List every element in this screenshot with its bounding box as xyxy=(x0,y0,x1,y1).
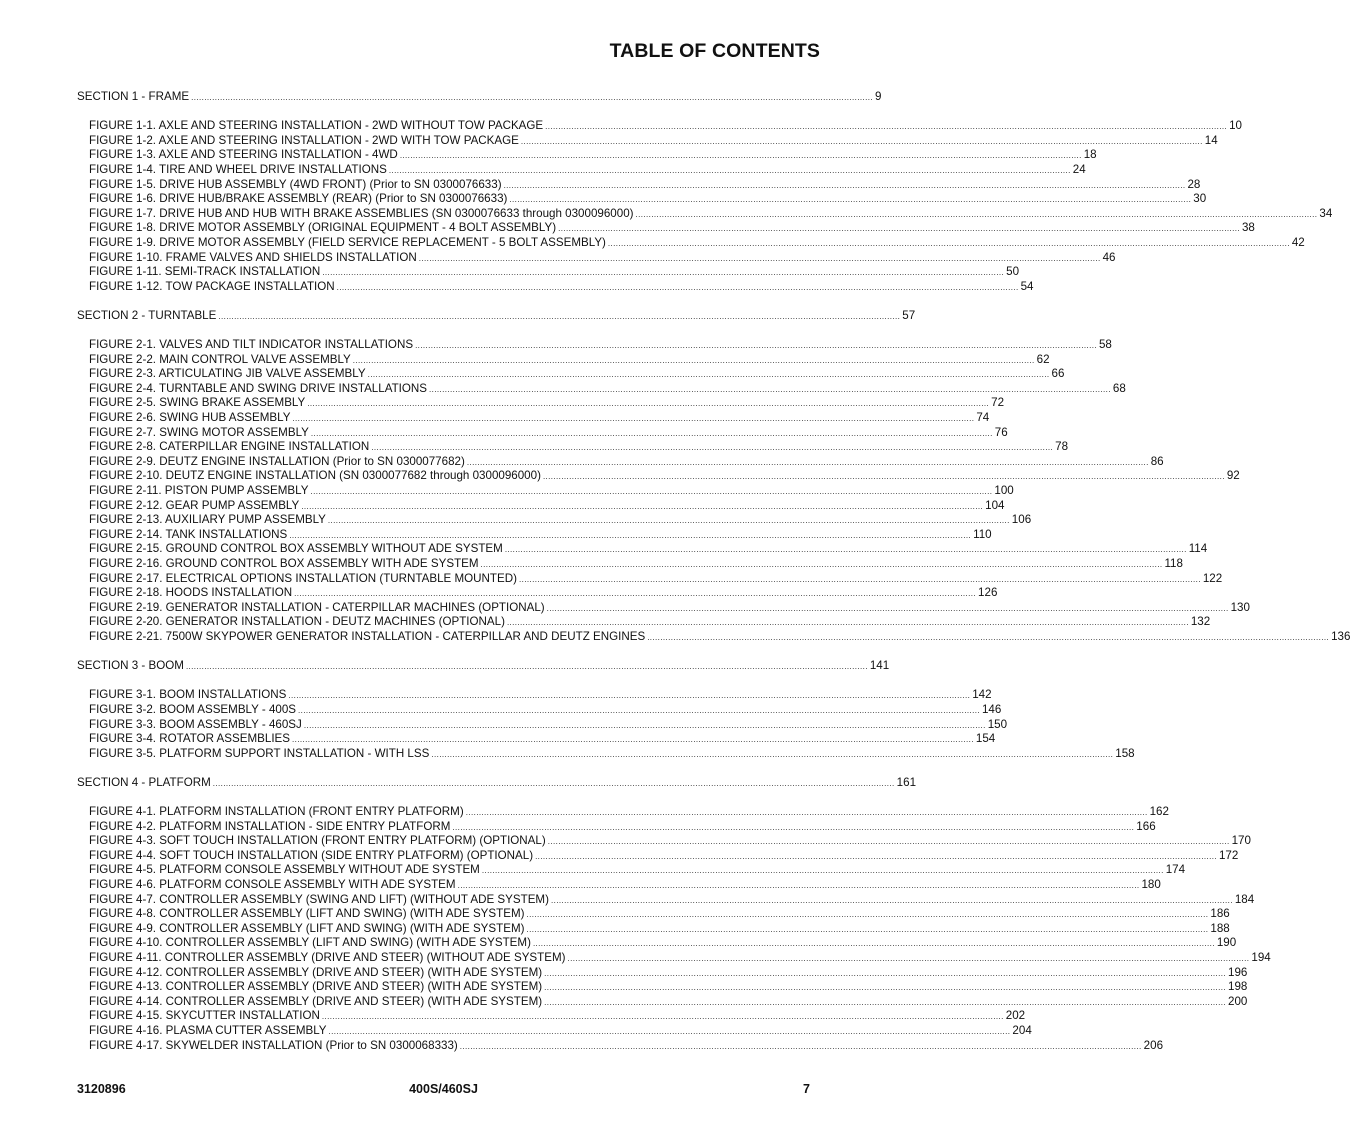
toc-figure-entry-label: FIGURE 1-2. AXLE AND STEERING INSTALLATION - 2WD WITH TOW PACKAGE xyxy=(89,133,519,147)
toc-figure-entry[interactable] xyxy=(77,484,1014,499)
toc-figure-entry-page: 86 xyxy=(1150,454,1164,468)
toc-figure-entry-label: FIGURE 3-1. BOOM INSTALLATIONS xyxy=(89,688,287,702)
dot-leader: .................................................................................................................................................................................................................................................................... xyxy=(503,180,1186,190)
toc-figure-entry[interactable] xyxy=(77,834,1251,849)
toc-section-entry-page: 141 xyxy=(869,659,890,673)
toc-figure-entry[interactable] xyxy=(77,279,1034,295)
toc-figure-entry-page: 180 xyxy=(1141,878,1161,892)
toc-figure-entry-label: FIGURE 2-18. HOODS INSTALLATION xyxy=(89,586,293,600)
dot-leader: .................................................................................................................................................................................................................................................................... xyxy=(185,662,868,672)
document-number: 3120896 xyxy=(77,1082,126,1096)
toc-figure-entry-page: 202 xyxy=(1005,1009,1026,1023)
toc-figure-entry-page: 74 xyxy=(976,411,990,425)
toc-figure-entry-page: 146 xyxy=(981,702,1002,716)
dot-leader: .................................................................................................................................................................................................................................................................... xyxy=(518,574,1201,584)
toc-figure-entry-label: FIGURE 2-7. SWING MOTOR ASSEMBLY xyxy=(89,425,309,439)
toc-figure-entry[interactable] xyxy=(77,440,1069,455)
toc-figure-entry-page: 42 xyxy=(1291,235,1305,249)
toc-figure-entry-page: 186 xyxy=(1210,907,1230,921)
toc-figure-entry[interactable] xyxy=(77,411,990,426)
dot-leader: .................................................................................................................................................................................................................................................................... xyxy=(298,705,980,715)
toc-figure-entry-page: 110 xyxy=(973,527,992,541)
toc-figure-entry[interactable] xyxy=(77,381,1126,397)
dot-leader: .................................................................................................................................................................................................................................................................... xyxy=(459,1041,1142,1051)
toc-figure-entry-label: FIGURE 2-14. TANK INSTALLATIONS xyxy=(89,527,288,541)
toc-figure-entry-label: FIGURE 4-1. PLATFORM INSTALLATION (FRONT ENTRY PLATFORM) xyxy=(89,805,464,819)
toc-section-entry-page: 161 xyxy=(896,775,917,789)
toc-figure-entry-label: FIGURE 4-7. CONTROLLER ASSEMBLY (SWING AND LIFT) (WITHOUT ADE SYSTEM) xyxy=(89,892,549,906)
toc-figure-entry-page: 200 xyxy=(1228,994,1248,1008)
toc-figure-entry-page: 104 xyxy=(985,498,1005,512)
toc-figure-entry-label: FIGURE 2-2. MAIN CONTROL VALVE ASSEMBLY xyxy=(89,352,351,366)
toc-figure-entry[interactable] xyxy=(77,162,1086,178)
toc-section-entry[interactable] xyxy=(77,775,917,791)
toc-figure-entry-page: 62 xyxy=(1036,352,1050,366)
toc-figure-entry-label: FIGURE 2-5. SWING BRAKE ASSEMBLY xyxy=(89,396,306,410)
toc-figure-entry-page: 10 xyxy=(1229,119,1242,133)
toc-figure-entry[interactable] xyxy=(77,338,1112,353)
model-name: 400S/460SJ xyxy=(409,1082,478,1096)
dot-leader: .................................................................................................................................................................................................................................................................... xyxy=(526,910,1209,920)
toc-figure-entry[interactable] xyxy=(77,702,1002,718)
toc-figure-entry[interactable] xyxy=(77,1038,1164,1054)
toc-figure-entry[interactable] xyxy=(77,265,1020,280)
toc-figure-entry-page: 132 xyxy=(1190,615,1211,629)
toc-figure-entry-label: FIGURE 4-9. CONTROLLER ASSEMBLY (LIFT AND SWING) (WITH ADE SYSTEM) xyxy=(89,921,525,935)
toc-figure-entry-page: 66 xyxy=(1051,367,1065,381)
toc-figure-entry-page: 162 xyxy=(1149,805,1169,819)
toc-figure-entry[interactable] xyxy=(77,688,992,703)
toc-figure-entry-label: FIGURE 2-8. CATERPILLAR ENGINE INSTALLATION xyxy=(89,440,370,454)
toc-figure-entry-label: FIGURE 2-20. GENERATOR INSTALLATION - DEUTZ MACHINES (OPTIONAL) xyxy=(89,615,505,629)
toc-figure-entry-label: FIGURE 2-15. GROUND CONTROL BOX ASSEMBLY WITHOUT ADE SYSTEM xyxy=(89,542,503,556)
toc-figure-entry-label: FIGURE 4-3. SOFT TOUCH INSTALLATION (FRONT ENTRY PLATFORM) (OPTIONAL) xyxy=(89,834,546,848)
toc-figure-entry-page: 198 xyxy=(1228,980,1248,994)
page-title: TABLE OF CONTENTS xyxy=(609,40,820,62)
toc-figure-entry[interactable] xyxy=(77,133,1218,149)
dot-leader: .................................................................................................................................................................................................................................................................... xyxy=(635,209,1318,219)
toc-figure-entry-page: 126 xyxy=(978,586,998,600)
toc-figure-entry-page: 150 xyxy=(987,717,1008,731)
dot-leader: .................................................................................................................................................................................................................................................................... xyxy=(399,151,1082,161)
dot-leader: .................................................................................................................................................................................................................................................................... xyxy=(558,224,1240,234)
toc-figure-entry[interactable] xyxy=(77,177,1201,193)
dot-leader: .................................................................................................................................................................................................................................................................... xyxy=(544,968,1226,978)
dot-leader: .................................................................................................................................................................................................................................................................... xyxy=(310,487,993,497)
toc-figure-entry-label: FIGURE 4-12. CONTROLLER ASSEMBLY (DRIVE AND STEER) (WITH ADE SYSTEM) xyxy=(89,965,543,979)
toc-figure-entry[interactable] xyxy=(77,951,1271,966)
dot-leader: .................................................................................................................................................................................................................................................................... xyxy=(457,881,1140,891)
toc-figure-entry-label: FIGURE 2-12. GEAR PUMP ASSEMBLY xyxy=(89,498,300,512)
toc-figure-entry-label: FIGURE 2-1. VALVES AND TILT INDICATOR INSTALLATIONS xyxy=(89,338,414,352)
dot-leader: .................................................................................................................................................................................................................................................................... xyxy=(289,530,972,540)
dot-leader: .................................................................................................................................................................................................................................................................... xyxy=(506,618,1189,628)
toc-figure-entry-label: FIGURE 4-6. PLATFORM CONSOLE ASSEMBLY WITH ADE SYSTEM xyxy=(89,878,456,892)
toc-figure-entry-label: FIGURE 4-2. PLATFORM INSTALLATION - SIDE ENTRY PLATFORM xyxy=(89,819,451,833)
dot-leader: .................................................................................................................................................................................................................................................................... xyxy=(504,545,1187,555)
toc-figure-entry-label: FIGURE 1-7. DRIVE HUB AND HUB WITH BRAKE ASSEMBLIES (SN 0300076633 through 0300096000) xyxy=(89,206,634,220)
dot-leader: .................................................................................................................................................................................................................................................................... xyxy=(191,93,873,102)
toc-figure-entry[interactable] xyxy=(77,527,992,543)
toc-figure-entry-label: FIGURE 2-17. ELECTRICAL OPTIONS INSTALLATION (TURNTABLE MOUNTED) xyxy=(89,571,517,585)
toc-figure-entry-page: 130 xyxy=(1230,600,1250,614)
toc-figure-entry-page: 118 xyxy=(1164,557,1183,570)
dot-leader: .................................................................................................................................................................................................................................................................... xyxy=(544,983,1226,993)
toc-figure-entry-page: 28 xyxy=(1187,177,1201,191)
dot-leader: .................................................................................................................................................................................................................................................................... xyxy=(303,720,986,730)
toc-figure-entry-page: 122 xyxy=(1202,571,1223,585)
toc-figure-entry-page: 92 xyxy=(1226,469,1240,483)
toc-figure-entry-page: 136 xyxy=(1331,629,1350,643)
dot-leader: .................................................................................................................................................................................................................................................................... xyxy=(336,282,1019,292)
toc-figure-entry-label: FIGURE 4-4. SOFT TOUCH INSTALLATION (SIDE ENTRY PLATFORM) (OPTIONAL) xyxy=(89,848,534,862)
dot-leader: .................................................................................................................................................................................................................................................................... xyxy=(481,866,1164,876)
toc-figure-entry[interactable] xyxy=(77,235,1305,251)
toc-figure-entry[interactable] xyxy=(77,250,1116,266)
dot-leader: .................................................................................................................................................................................................................................................................... xyxy=(307,399,990,409)
toc-figure-entry-page: 38 xyxy=(1241,221,1255,235)
toc-section-entry-label: SECTION 1 - FRAME xyxy=(77,90,190,103)
toc-figure-entry-label: FIGURE 2-16. GROUND CONTROL BOX ASSEMBLY WITH ADE SYSTEM xyxy=(89,557,479,570)
dot-leader: .................................................................................................................................................................................................................................................................... xyxy=(545,122,1228,132)
dot-leader: .................................................................................................................................................................................................................................................................... xyxy=(322,268,1005,278)
toc-figure-entry-label: FIGURE 4-17. SKYWELDER INSTALLATION (Prior to SN 0300068333) xyxy=(89,1038,458,1052)
dot-leader: .................................................................................................................................................................................................................................................................... xyxy=(526,924,1209,934)
dot-leader: .................................................................................................................................................................................................................................................................... xyxy=(352,355,1035,365)
toc-figure-entry-label: FIGURE 4-5. PLATFORM CONSOLE ASSEMBLY WITHOUT ADE SYSTEM xyxy=(89,863,480,877)
toc-figure-entry-page: 30 xyxy=(1193,192,1207,206)
toc-figure-entry-page: 54 xyxy=(1020,279,1034,293)
dot-leader: .................................................................................................................................................................................................................................................................... xyxy=(367,370,1050,380)
dot-leader: .................................................................................................................................................................................................................................................................... xyxy=(532,939,1215,949)
toc-figure-entry[interactable] xyxy=(77,936,1237,951)
toc-figure-entry[interactable] xyxy=(77,980,1248,995)
toc-figure-entry[interactable] xyxy=(77,454,1164,470)
toc-figure-entry-page: 170 xyxy=(1231,834,1251,848)
toc-figure-entry-page: 174 xyxy=(1165,863,1186,877)
dot-leader: .................................................................................................................................................................................................................................................................... xyxy=(509,195,1192,205)
toc-figure-entry-page: 14 xyxy=(1204,133,1218,147)
dot-leader: .................................................................................................................................................................................................................................................................... xyxy=(465,808,1148,818)
dot-leader: .................................................................................................................................................................................................................................................................... xyxy=(647,632,1330,642)
toc-figure-entry[interactable] xyxy=(77,629,1350,645)
toc-figure-entry[interactable] xyxy=(77,892,1255,908)
toc-figure-entry[interactable] xyxy=(77,119,1242,134)
toc-figure-entry[interactable] xyxy=(77,746,1135,762)
toc-figure-entry[interactable] xyxy=(77,600,1250,616)
dot-leader: .................................................................................................................................................................................................................................................................... xyxy=(292,414,975,424)
toc-figure-entry[interactable] xyxy=(77,542,1208,557)
toc-figure-entry-page: 158 xyxy=(1115,746,1135,760)
toc-figure-entry[interactable] xyxy=(77,921,1230,937)
dot-leader: .................................................................................................................................................................................................................................................................... xyxy=(212,778,895,788)
dot-leader: .................................................................................................................................................................................................................................................................... xyxy=(431,749,1114,759)
toc-figure-entry-label: FIGURE 3-3. BOOM ASSEMBLY - 460SJ xyxy=(89,717,302,731)
toc-figure-entry[interactable] xyxy=(77,367,1065,382)
toc-figure-entry[interactable] xyxy=(77,907,1230,922)
dot-leader: .................................................................................................................................................................................................................................................................... xyxy=(328,1027,1011,1036)
toc-figure-entry-page: 18 xyxy=(1083,148,1097,162)
table-of-contents xyxy=(77,90,1350,1068)
dot-leader: .................................................................................................................................................................................................................................................................... xyxy=(546,603,1229,613)
dot-leader: .................................................................................................................................................................................................................................................................... xyxy=(466,457,1149,467)
toc-section-entry[interactable] xyxy=(77,90,882,105)
toc-figure-entry-page: 78 xyxy=(1055,440,1069,454)
toc-figure-entry-label: FIGURE 1-3. AXLE AND STEERING INSTALLATION - 4WD xyxy=(89,148,398,162)
toc-figure-entry[interactable] xyxy=(77,586,998,601)
toc-figure-entry-page: 188 xyxy=(1210,921,1230,935)
toc-figure-entry-page: 50 xyxy=(1006,265,1020,279)
toc-figure-entry[interactable] xyxy=(77,148,1097,163)
dot-leader: .................................................................................................................................................................................................................................................................... xyxy=(371,443,1054,453)
toc-figure-entry-page: 204 xyxy=(1012,1024,1032,1037)
toc-figure-entry[interactable] xyxy=(77,571,1223,587)
dot-leader: .................................................................................................................................................................................................................................................................... xyxy=(310,428,993,438)
toc-figure-entry-label: FIGURE 3-5. PLATFORM SUPPORT INSTALLATION - WITH LSS xyxy=(89,746,430,760)
dot-leader: .................................................................................................................................................................................................................................................................... xyxy=(292,735,974,745)
toc-figure-entry-label: FIGURE 1-9. DRIVE MOTOR ASSEMBLY (FIELD SERVICE REPLACEMENT - 5 BOLT ASSEMBLY) xyxy=(89,235,606,249)
toc-section-entry-label: SECTION 2 - TURNTABLE xyxy=(77,308,217,322)
toc-figure-entry-page: 58 xyxy=(1098,338,1112,352)
toc-figure-entry[interactable] xyxy=(77,717,1008,733)
toc-figure-entry[interactable] xyxy=(77,192,1207,207)
toc-figure-entry-page: 46 xyxy=(1102,250,1116,264)
toc-figure-entry-label: FIGURE 1-1. AXLE AND STEERING INSTALLATION - 2WD WITHOUT TOW PACKAGE xyxy=(89,119,544,133)
toc-figure-entry-label: FIGURE 3-2. BOOM ASSEMBLY - 400S xyxy=(89,702,297,716)
toc-figure-entry-label: FIGURE 2-9. DEUTZ ENGINE INSTALLATION (Prior to SN 0300077682) xyxy=(89,454,465,468)
toc-figure-entry-label: FIGURE 4-15. SKYCUTTER INSTALLATION xyxy=(89,1009,320,1023)
toc-figure-entry-label: FIGURE 3-4. ROTATOR ASSEMBLIES xyxy=(89,732,291,746)
toc-figure-entry[interactable] xyxy=(77,469,1240,484)
toc-figure-entry-label: FIGURE 4-8. CONTROLLER ASSEMBLY (LIFT AND SWING) (WITH ADE SYSTEM) xyxy=(89,907,525,921)
toc-section-entry-page: 9 xyxy=(874,90,882,103)
toc-figure-entry-label: FIGURE 2-19. GENERATOR INSTALLATION - CATERPILLAR MACHINES (OPTIONAL) xyxy=(89,600,545,614)
dot-leader: .................................................................................................................................................................................................................................................................... xyxy=(388,165,1071,175)
toc-figure-entry-page: 24 xyxy=(1072,162,1086,176)
toc-figure-entry-page: 190 xyxy=(1216,936,1237,950)
toc-figure-entry-label: FIGURE 4-10. CONTROLLER ASSEMBLY (LIFT AND SWING) (WITH ADE SYSTEM) xyxy=(89,936,531,950)
toc-figure-entry[interactable] xyxy=(77,863,1186,878)
toc-section-entry-label: SECTION 3 - BOOM xyxy=(77,659,184,673)
toc-figure-entry-page: 76 xyxy=(994,425,1008,439)
toc-figure-entry[interactable] xyxy=(77,425,1008,441)
toc-figure-entry-page: 154 xyxy=(975,732,996,746)
toc-figure-entry-label: FIGURE 1-11. SEMI-TRACK INSTALLATION xyxy=(89,265,321,279)
dot-leader: .................................................................................................................................................................................................................................................................... xyxy=(542,472,1225,482)
toc-figure-entry-page: 142 xyxy=(972,688,992,702)
toc-figure-entry-label: FIGURE 4-11. CONTROLLER ASSEMBLY (DRIVE AND STEER) (WITHOUT ADE SYSTEM) xyxy=(89,951,566,965)
toc-figure-entry-label: FIGURE 1-4. TIRE AND WHEEL DRIVE INSTALLATIONS xyxy=(89,162,387,176)
dot-leader: .................................................................................................................................................................................................................................................................... xyxy=(327,516,1010,526)
page-number: 7 xyxy=(803,1082,810,1096)
toc-figure-entry[interactable] xyxy=(77,557,1183,572)
toc-figure-entry-label: FIGURE 2-6. SWING HUB ASSEMBLY xyxy=(89,411,291,425)
toc-figure-entry-page: 206 xyxy=(1143,1038,1164,1052)
toc-figure-entry-label: FIGURE 1-12. TOW PACKAGE INSTALLATION xyxy=(89,279,335,293)
toc-section-entry-label: SECTION 4 - PLATFORM xyxy=(77,775,211,789)
dot-leader: .................................................................................................................................................................................................................................................................... xyxy=(550,895,1233,905)
toc-figure-entry[interactable] xyxy=(77,994,1248,1010)
toc-figure-entry[interactable] xyxy=(77,878,1161,893)
toc-figure-entry[interactable] xyxy=(77,1009,1026,1024)
toc-figure-entry-page: 114 xyxy=(1188,542,1208,556)
dot-leader: .................................................................................................................................................................................................................................................................... xyxy=(288,691,971,701)
toc-figure-entry-label: FIGURE 2-21. 7500W SKYPOWER GENERATOR INSTALLATION - CATERPILLAR AND DEUTZ ENGINES xyxy=(89,629,646,643)
toc-figure-entry-label: FIGURE 2-4. TURNTABLE AND SWING DRIVE INSTALLATIONS xyxy=(89,381,427,395)
toc-figure-entry[interactable] xyxy=(77,615,1211,630)
dot-leader: .................................................................................................................................................................................................................................................................... xyxy=(567,954,1250,964)
toc-figure-entry-label: FIGURE 2-11. PISTON PUMP ASSEMBLY xyxy=(89,484,309,498)
dot-leader: .................................................................................................................................................................................................................................................................... xyxy=(607,238,1290,248)
dot-leader: .................................................................................................................................................................................................................................................................... xyxy=(218,311,901,321)
dot-leader: .................................................................................................................................................................................................................................................................... xyxy=(294,589,977,599)
toc-figure-entry[interactable] xyxy=(77,221,1255,236)
toc-figure-entry[interactable] xyxy=(77,848,1239,864)
toc-figure-entry[interactable] xyxy=(77,965,1248,981)
toc-section-entry[interactable] xyxy=(77,659,890,674)
dot-leader: .................................................................................................................................................................................................................................................................... xyxy=(535,851,1217,861)
toc-figure-entry-label: FIGURE 2-10. DEUTZ ENGINE INSTALLATION (SN 0300077682 through 0300096000) xyxy=(89,469,541,483)
toc-figure-entry-page: 68 xyxy=(1112,381,1126,395)
toc-section-entry-page: 57 xyxy=(902,308,916,322)
toc-figure-entry[interactable] xyxy=(77,396,1005,411)
dot-leader: .................................................................................................................................................................................................................................................................... xyxy=(480,560,1163,569)
toc-figure-entry-page: 194 xyxy=(1251,951,1271,965)
toc-figure-entry[interactable] xyxy=(77,498,1005,514)
toc-figure-entry[interactable] xyxy=(77,1024,1032,1039)
toc-figure-entry[interactable] xyxy=(77,206,1333,222)
toc-figure-entry-page: 100 xyxy=(994,484,1014,498)
toc-figure-entry-page: 166 xyxy=(1136,819,1156,833)
toc-figure-entry-label: FIGURE 1-5. DRIVE HUB ASSEMBLY (4WD FRONT) (Prior to SN 0300076633) xyxy=(89,177,502,191)
toc-figure-entry-page: 72 xyxy=(991,396,1005,410)
toc-figure-entry-label: FIGURE 4-14. CONTROLLER ASSEMBLY (DRIVE AND STEER) (WITH ADE SYSTEM) xyxy=(89,994,543,1008)
toc-figure-entry-label: FIGURE 1-8. DRIVE MOTOR ASSEMBLY (ORIGINAL EQUIPMENT - 4 BOLT ASSEMBLY) xyxy=(89,221,557,235)
toc-figure-entry-label: FIGURE 2-3. ARTICULATING JIB VALVE ASSEMBLY xyxy=(89,367,366,381)
toc-figure-entry-page: 106 xyxy=(1011,513,1032,527)
dot-leader: .................................................................................................................................................................................................................................................................... xyxy=(321,1012,1004,1022)
dot-leader: .................................................................................................................................................................................................................................................................... xyxy=(429,384,1111,394)
toc-figure-entry-label: FIGURE 1-10. FRAME VALVES AND SHIELDS INSTALLATION xyxy=(89,250,417,264)
dot-leader: .................................................................................................................................................................................................................................................................... xyxy=(301,501,984,511)
toc-figure-entry[interactable] xyxy=(77,732,996,747)
dot-leader: .................................................................................................................................................................................................................................................................... xyxy=(544,997,1226,1007)
dot-leader: .................................................................................................................................................................................................................................................................... xyxy=(418,253,1101,263)
toc-figure-entry-label: FIGURE 4-16. PLASMA CUTTER ASSEMBLY xyxy=(89,1024,327,1037)
toc-figure-entry-label: FIGURE 4-13. CONTROLLER ASSEMBLY (DRIVE AND STEER) (WITH ADE SYSTEM) xyxy=(89,980,543,994)
toc-figure-entry-page: 172 xyxy=(1218,848,1239,862)
toc-figure-entry[interactable] xyxy=(77,805,1169,820)
dot-leader: .................................................................................................................................................................................................................................................................... xyxy=(452,822,1135,832)
toc-section-entry[interactable] xyxy=(77,308,916,324)
toc-figure-entry-page: 34 xyxy=(1319,206,1333,220)
toc-figure-entry[interactable] xyxy=(77,513,1032,528)
toc-figure-entry-page: 184 xyxy=(1234,892,1255,906)
toc-figure-entry-page: 196 xyxy=(1228,965,1248,979)
toc-figure-entry[interactable] xyxy=(77,352,1050,368)
toc-figure-entry-label: FIGURE 2-13. AUXILIARY PUMP ASSEMBLY xyxy=(89,513,326,527)
dot-leader: .................................................................................................................................................................................................................................................................... xyxy=(547,837,1230,847)
toc-figure-entry[interactable] xyxy=(77,819,1156,835)
dot-leader: .................................................................................................................................................................................................................................................................... xyxy=(415,341,1097,351)
toc-figure-entry-label: FIGURE 1-6. DRIVE HUB/BRAKE ASSEMBLY (REAR) (Prior to SN 0300076633) xyxy=(89,192,508,206)
dot-leader: .................................................................................................................................................................................................................................................................... xyxy=(520,136,1203,146)
